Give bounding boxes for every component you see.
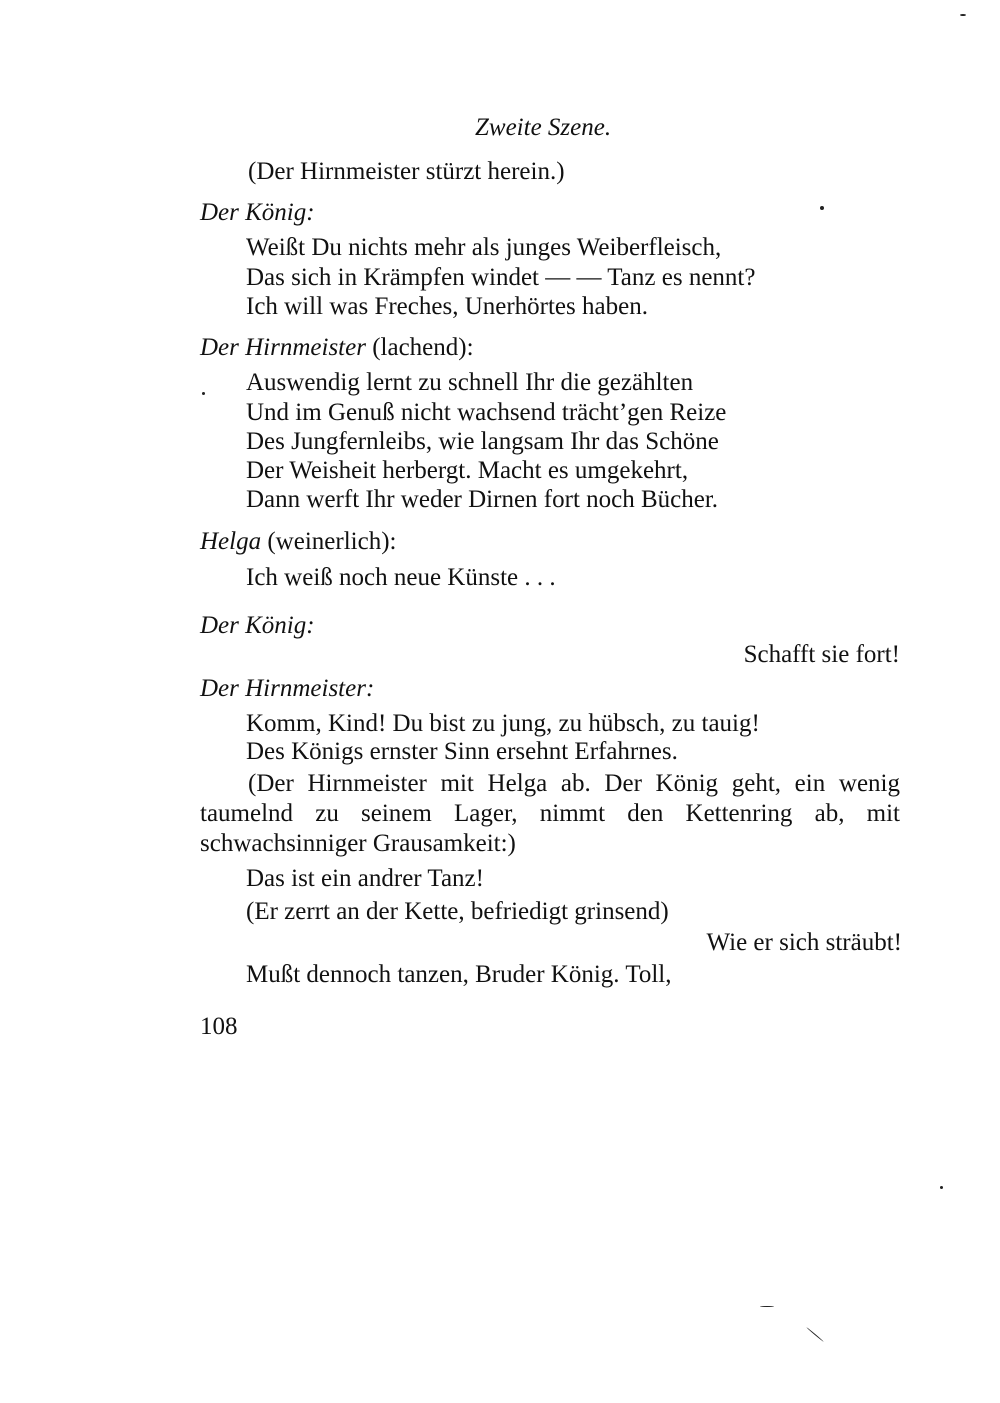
speaker-name: Helga xyxy=(200,528,262,555)
stage-direction: (Der Hirnmeister stürzt herein.) xyxy=(248,158,565,185)
scan-speck xyxy=(960,14,966,16)
verse-line: Wie er sich sträubt! xyxy=(706,929,902,956)
verse-line: Schafft sie fort! xyxy=(743,641,900,668)
speaker-name: Der König: xyxy=(200,199,315,226)
scan-speck xyxy=(820,206,824,210)
stage-direction-paragraph: (Der Hirnmeister mit Helga ab. Der König geht, ein wenig taumelnd zu seinem Lager, nimmt den Kettenring ab, mit schwachsinniger Grausamkeit:) xyxy=(200,770,900,857)
verse-line: Das ist ein andrer Tanz! xyxy=(246,865,484,892)
verse-line: Ich weiß noch neue Künste . . . xyxy=(246,564,556,591)
verse-line: Ich will was Freches, Unerhörtes haben. xyxy=(246,293,648,320)
verse-line: Auswendig lernt zu schnell Ihr die gezählten xyxy=(246,369,694,396)
speaker-name: Der Hirnmeister xyxy=(200,334,366,361)
stage-direction: (weinerlich): xyxy=(261,528,397,555)
speaker-name: Der König: xyxy=(200,612,315,639)
scan-speck xyxy=(760,1306,774,1307)
verse-line: Das sich in Krämpfen windet — — Tanz es nennt? xyxy=(246,264,756,291)
verse-line: Mußt dennoch tanzen, Bruder König. Toll, xyxy=(246,961,672,988)
scan-speck xyxy=(940,1186,943,1189)
verse-line: Des Jungfernleibs, wie langsam Ihr das Schöne xyxy=(246,428,719,455)
speaker-name: Der Hirnmeister: xyxy=(200,675,375,702)
verse-line: Und im Genuß nicht wachsend trächt’gen Reize xyxy=(246,399,727,426)
verse-line: Weißt Du nichts mehr als junges Weiberfleisch, xyxy=(246,234,722,261)
speaker-line xyxy=(200,527,396,557)
scene-title: Zweite Szene. xyxy=(475,114,612,141)
scan-speck xyxy=(202,392,205,395)
stage-direction: (Er zerrt an der Kette, befriedigt grinsend) xyxy=(246,898,669,925)
speaker-line xyxy=(200,333,474,363)
verse-line: Dann werft Ihr weder Dirnen fort noch Bücher. xyxy=(246,486,719,513)
verse-line: Der Weisheit herbergt. Macht es umgekehrt, xyxy=(246,457,689,484)
verse-line: Des Königs ernster Sinn ersehnt Erfahrnes. xyxy=(246,738,678,765)
verse-line: Komm, Kind! Du bist zu jung, zu hübsch, zu tauig! xyxy=(246,710,760,737)
scan-speck xyxy=(806,1327,823,1342)
page-number: 108 xyxy=(200,1013,238,1040)
stage-direction: (lachend): xyxy=(365,334,474,361)
